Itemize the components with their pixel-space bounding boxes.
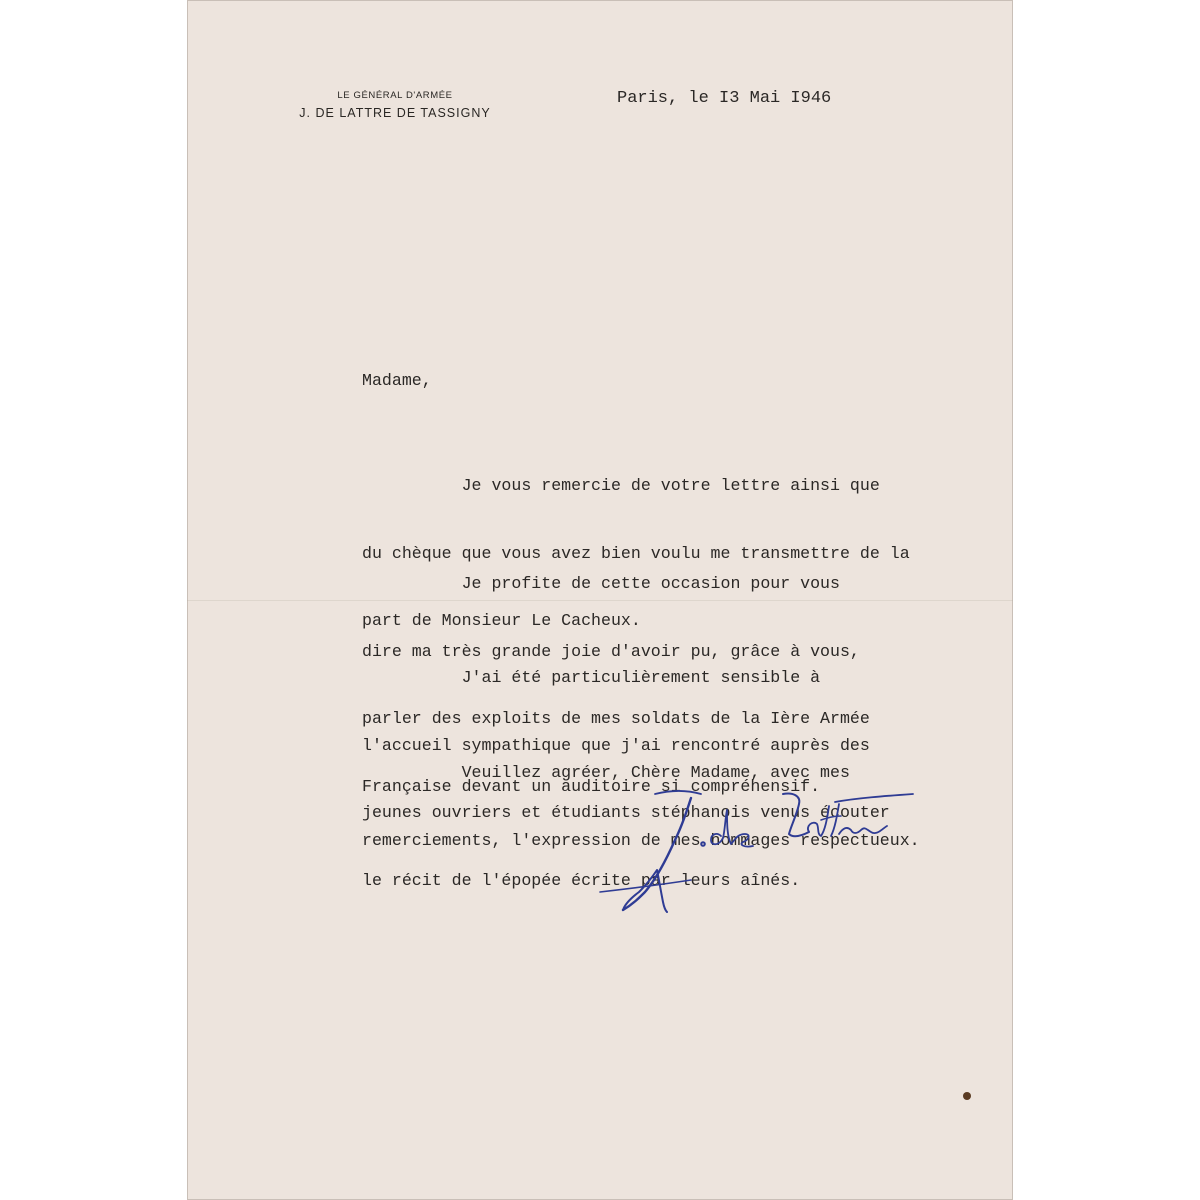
ink-spot [963,1092,971,1100]
paragraph-line: dire ma très grande joie d'avoir pu, grâce à vous, [362,641,860,661]
salutation: Madame, [362,371,432,390]
paragraph-line: Je vous remercie de votre lettre ainsi que [362,476,880,495]
letter-date: Paris, le I3 Mai I946 [617,89,832,108]
paragraph-line: le récit de l'épopée écrite par leurs aînés. [362,870,801,890]
paragraph-line: remerciements, l'expression de mes hommages respectueux. [362,830,920,850]
paragraph-line: J'ai été particulièrement sensible à [362,668,821,687]
letterhead [250,90,540,121]
paragraph-line: parler des exploits de mes soldats de la Ière Armée [362,709,870,728]
letterhead-name: J. DE LATTRE DE TASSIGNY [299,106,491,120]
paragraph-line: jeunes ouvriers et étudiants stéphanois venus écouter [362,803,890,822]
paragraph-line: Française devant un auditoire si compréhensif. [362,776,821,796]
paragraph-line: l'accueil sympathique que j'ai rencontré auprès des [362,735,870,755]
letterhead-title: LE GÉNÉRAL D'ARMÉE [337,90,453,101]
handwritten-signature [595,780,925,920]
paragraph-line: Je profite de cette occasion pour vous [362,574,840,593]
paragraph-line: du chèque que vous avez bien voulu me transmettre de la [362,543,910,563]
paragraph-line: part de Monsieur Le Cacheux. [362,611,641,630]
paragraph-line: Veuillez agréer, Chère Madame, avec mes [362,763,850,782]
